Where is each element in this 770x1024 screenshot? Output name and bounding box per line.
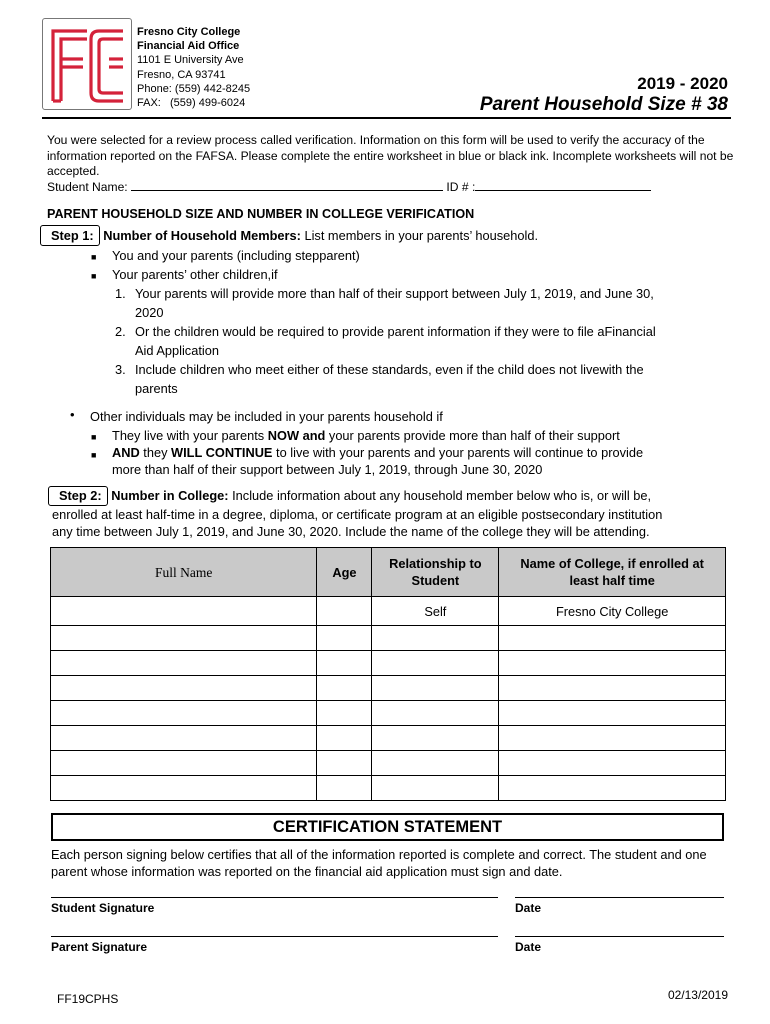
cell-relationship[interactable] bbox=[372, 651, 499, 676]
cell-name[interactable] bbox=[51, 626, 317, 651]
intro-section bbox=[47, 133, 737, 195]
col-relationship: Relationship to Student bbox=[372, 548, 499, 597]
cell-name[interactable] bbox=[51, 676, 317, 701]
other-bullet-2-cont: more than half of their support between July 1, 2019, through June 30, 2020 bbox=[112, 462, 543, 477]
cell-relationship[interactable] bbox=[372, 776, 499, 801]
parent-date-line[interactable] bbox=[515, 936, 724, 937]
table-header-row bbox=[51, 548, 726, 597]
step1-bullet-1: You and your parents (including stepparent) bbox=[112, 248, 360, 263]
award-year: 2019 - 2020 bbox=[637, 74, 728, 93]
cell-relationship[interactable] bbox=[372, 726, 499, 751]
numbered-1-cont: 2020 bbox=[135, 305, 164, 320]
cell-name[interactable] bbox=[51, 597, 317, 626]
student-date-label: Date bbox=[515, 901, 542, 915]
numbered-1-line: Your parents will provide more than half of their support between July 1, 2019, and June 30, bbox=[135, 286, 654, 301]
step1-title: Number of Household Members: bbox=[103, 228, 301, 243]
step2-text-1: Include information about any household member below who is, or will be, bbox=[228, 488, 652, 503]
student-id-field[interactable] bbox=[475, 180, 651, 191]
header-divider bbox=[42, 117, 731, 119]
fax-line: FAX: (559) 499-6024 bbox=[137, 97, 246, 110]
cell-college[interactable] bbox=[499, 651, 726, 676]
other-bullet-1-b: NOW and bbox=[267, 428, 326, 443]
square-bullet-icon: ■ bbox=[91, 271, 97, 281]
cell-college[interactable] bbox=[499, 776, 726, 801]
cell-college[interactable]: Fresno City College bbox=[499, 597, 726, 626]
cell-age[interactable] bbox=[317, 676, 372, 701]
table-row bbox=[51, 726, 726, 751]
other-bullet-1-a: They live with your parents bbox=[112, 428, 268, 443]
other-bullet-2-line bbox=[112, 444, 732, 461]
cell-age[interactable] bbox=[317, 701, 372, 726]
other-individuals-text: Other individuals may be included in your parents household if bbox=[90, 409, 443, 424]
col-full-name: Full Name bbox=[51, 548, 317, 597]
numbered-1-num: 1. bbox=[115, 286, 126, 301]
intro-text: You were selected for a review process called verification. Information on this form will be used to verify the accuracy of the information reported on the FAFSA. Please complete the entire worksheet in blue or black ink. Incomplete worksheets will not be accepted. bbox=[47, 133, 734, 179]
parent-date-label: Date bbox=[515, 940, 542, 954]
form-title: Parent Household Size # 38 bbox=[479, 94, 728, 115]
cell-name[interactable] bbox=[51, 751, 317, 776]
table-row bbox=[51, 751, 726, 776]
certification-text: Each person signing below certifies that all of the information reported is complete and correct. The student and one parent whose information was reported on the financial aid application must sign and date. bbox=[51, 847, 707, 879]
address-line: 1101 E University Ave bbox=[137, 54, 244, 67]
cell-relationship[interactable] bbox=[372, 676, 499, 701]
table-row bbox=[51, 651, 726, 676]
step1-bullet-2: Your parents’ other children,if bbox=[112, 267, 278, 282]
college-logo bbox=[42, 18, 132, 110]
square-bullet-icon: ■ bbox=[91, 252, 97, 262]
step2-section bbox=[48, 486, 748, 541]
office-name: Financial Aid Office bbox=[137, 40, 240, 53]
phone-line: Phone: (559) 442-8245 bbox=[137, 82, 251, 95]
id-label: ID # : bbox=[446, 179, 476, 194]
numbered-2-line: Or the children would be required to provide parent information if they were to file aFinancial bbox=[135, 324, 656, 339]
square-bullet-icon: ■ bbox=[91, 432, 97, 442]
round-bullet-icon: • bbox=[70, 407, 75, 422]
cell-college[interactable] bbox=[499, 676, 726, 701]
cell-relationship[interactable]: Self bbox=[372, 597, 499, 626]
cell-college[interactable] bbox=[499, 751, 726, 776]
numbered-3-num: 3. bbox=[115, 362, 126, 377]
step2-line-1 bbox=[48, 486, 748, 506]
step2-text-3: any time between July 1, 2019, and June 30, 2020. Include the name of the college they will be attending. bbox=[52, 524, 650, 539]
student-info-line bbox=[47, 180, 737, 196]
cell-relationship[interactable] bbox=[372, 626, 499, 651]
student-name-label: Student Name: bbox=[47, 179, 128, 194]
other-bullet-1-c: your parents provide more than half of their support bbox=[325, 428, 620, 443]
numbered-2-cont: Aid Application bbox=[135, 343, 219, 358]
cell-relationship[interactable] bbox=[372, 701, 499, 726]
col-age: Age bbox=[317, 548, 372, 597]
student-signature-line[interactable] bbox=[51, 897, 498, 898]
other-bullet-1 bbox=[112, 426, 620, 445]
student-name-field[interactable] bbox=[131, 180, 443, 191]
student-date-line[interactable] bbox=[515, 897, 724, 898]
step1-text: List members in your parents’ household. bbox=[300, 228, 539, 243]
step2-badge: Step 2: bbox=[48, 486, 108, 506]
step1-heading bbox=[40, 225, 538, 246]
student-signature-label: Student Signature bbox=[51, 901, 155, 915]
cell-age[interactable] bbox=[317, 651, 372, 676]
numbered-1-text bbox=[135, 284, 735, 322]
other-bullet-2-c: WILL CONTINUE bbox=[171, 445, 273, 460]
other-bullet-2-b: they bbox=[139, 445, 172, 460]
certification-title: CERTIFICATION STATEMENT bbox=[51, 813, 724, 841]
cell-name[interactable] bbox=[51, 776, 317, 801]
household-table bbox=[50, 547, 726, 801]
city-line: Fresno, CA 93741 bbox=[137, 68, 226, 81]
revision-date: 02/13/2019 bbox=[667, 988, 728, 1002]
section-heading: PARENT HOUSEHOLD SIZE AND NUMBER IN COLLEGE VERIFICATION bbox=[47, 207, 475, 221]
cell-name[interactable] bbox=[51, 651, 317, 676]
cell-name[interactable] bbox=[51, 726, 317, 751]
numbered-3-cont: parents bbox=[135, 381, 178, 396]
numbered-3-text bbox=[135, 360, 735, 398]
other-bullet-2 bbox=[112, 444, 732, 478]
other-bullet-2-a: AND bbox=[112, 445, 140, 460]
numbered-2-num: 2. bbox=[115, 324, 126, 339]
step1-badge: Step 1: bbox=[40, 225, 100, 246]
cell-college[interactable] bbox=[499, 701, 726, 726]
parent-signature-line[interactable] bbox=[51, 936, 498, 937]
cell-age[interactable] bbox=[317, 626, 372, 651]
cell-age[interactable] bbox=[317, 776, 372, 801]
square-bullet-icon: ■ bbox=[91, 450, 97, 460]
table-row bbox=[51, 701, 726, 726]
form-code: FF19CPHS bbox=[57, 992, 119, 1006]
cell-name[interactable] bbox=[51, 701, 317, 726]
cell-relationship[interactable] bbox=[372, 751, 499, 776]
other-bullet-2-d: to live with your parents and your parents will continue to provide bbox=[272, 445, 644, 460]
cell-age[interactable] bbox=[317, 751, 372, 776]
cell-college[interactable] bbox=[499, 726, 726, 751]
step2-title: Number in College: bbox=[111, 488, 229, 503]
cell-age[interactable] bbox=[317, 726, 372, 751]
step2-text-2: enrolled at least half-time in a degree, diploma, or certificate program at an eligible postsecondary institution bbox=[52, 506, 663, 522]
numbered-2-text bbox=[135, 322, 735, 360]
col-college: Name of College, if enrolled at least half time bbox=[499, 548, 726, 597]
parent-signature-label: Parent Signature bbox=[51, 940, 148, 954]
table-row bbox=[51, 626, 726, 651]
table-row bbox=[51, 676, 726, 701]
college-name: Fresno City College bbox=[137, 26, 241, 38]
table-row bbox=[51, 597, 726, 626]
cell-age[interactable] bbox=[317, 597, 372, 626]
office-address bbox=[137, 25, 250, 110]
cell-college[interactable] bbox=[499, 626, 726, 651]
numbered-3-line: Include children who meet either of these standards, even if the child does not livewith the bbox=[135, 362, 644, 377]
table-row bbox=[51, 776, 726, 801]
